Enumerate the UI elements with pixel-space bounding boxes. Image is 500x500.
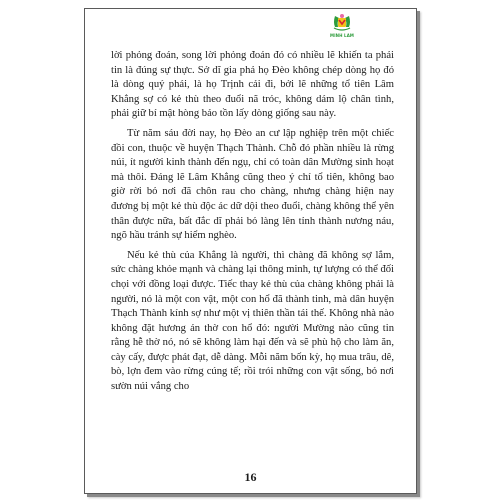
publisher-logo-icon [329,12,355,34]
paragraph: Từ năm sáu đời nay, họ Đèo an cư lập nghiệp trên một chiếc đồi con, thuộc về huyện Thạch Thành. Chỗ đó phần nhiều là rừng núi, ít người kinh thành đến ngụ, chỉ có toàn dân Mường sinh hoạt mà thôi. Đáng lẽ Lâm Khẳng cũng theo ý chí tổ tiên, không bao giờ rời bỏ nơi đã chôn rau cho chàng, nhưng chàng hiện nay đương bị một kẻ thù độc ác dữ dội theo đuổi, chàng không thể yên thân được nữa, bất đắc dĩ phải bỏ làng lên tỉnh thành nương náu, ngõ hầu tránh sự hiểm nghèo. [111,127,394,242]
page-number: 16 [244,470,257,484]
body-text [111,49,394,400]
publisher-logo [329,12,355,40]
paragraph: Nếu kẻ thù của Khẳng là người, thì chàng đã không sợ lắm, sức chàng khỏe mạnh và chàng lại thông minh, tự lượng có thể đối chọi với đồng loại được. Tiếc thay kẻ thù của chàng không phải là người, nó là một con vật, một con hổ đã thành tinh, mà dân huyện Thạch Thành kính sợ như một vị thiên thần tái thế. Không nhà nào không đặt hương án thờ con hổ đó: người Mường nào cũng tin rằng hễ thờ nó, nó sẽ không làm hại đến và sẽ phù hộ cho làm ăn, cày cấy, được phát đạt, dễ dàng. Mỗi năm bốn kỳ, họ mua trâu, dê, bò, lợn đem vào rừng cúng tế; rồi trói những con vật sống, bỏ nơi sườn núi vắng cho [111,249,394,393]
paragraph: lời phỏng đoán, song lời phỏng đoán đó có nhiều lẽ khiến ta phải tin là đúng sự thực. Sở dĩ gia phả họ Đèo không chép dòng họ đó là dòng quý phái, là họ Trịnh cải đi, bởi lẽ những tổ tiên Lâm Khẳng sợ có kẻ thù theo đuổi nã tróc, không dám lộ chân tình, phải giữ bí mật hòng bảo tồn lấy dòng giống sau này. [111,50,394,120]
publisher-logo-text: MINH LAM [330,33,354,38]
book-page [84,8,417,494]
